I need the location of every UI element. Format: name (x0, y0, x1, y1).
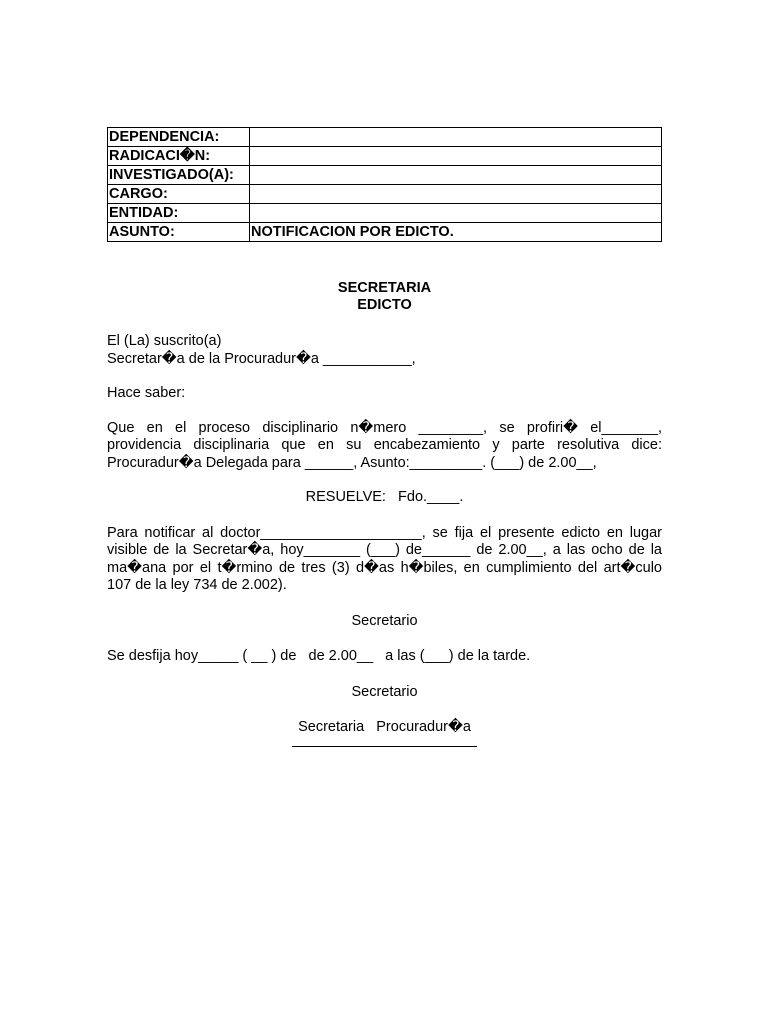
row-value (250, 147, 662, 166)
desfija-line: Se desfija hoy_____ ( __ ) de de 2.00__ a las (___) de la tarde. (107, 648, 531, 664)
table-row (108, 204, 662, 223)
document-page (107, 127, 662, 747)
signature-line (292, 738, 477, 747)
suscrito-line-2: Secretar�a de la Procuradur�a ___________, (107, 350, 416, 367)
table-row (108, 147, 662, 166)
row-value (250, 204, 662, 223)
row-value (250, 166, 662, 185)
resuelve-line: RESUELVE: Fdo.____. (305, 489, 464, 505)
row-label: CARGO: (108, 185, 250, 204)
row-label: DEPENDENCIA: (108, 128, 250, 147)
row-value: NOTIFICACION POR EDICTO. (250, 223, 662, 242)
row-label: RADICACI�N: (108, 147, 250, 166)
hace-saber: Hace saber: (107, 385, 186, 401)
title-secretaria: SECRETARIA (337, 280, 432, 296)
row-label: ENTIDAD: (108, 204, 250, 223)
paragraph-notificar: Para notificar al doctor____________________, se fija el presente edicto en lugar visible de la Secretar�a, hoy_______ (___) de______ de 2.00__, a las ocho de la ma�ana por el t�rmino de tres (3) d�as h�biles, en cumplimiento del art�culo 107 de la ley 734 de 2.002). (107, 524, 662, 593)
row-label: ASUNTO: (108, 223, 250, 242)
title-edicto: EDICTO (357, 297, 412, 313)
table-row (108, 185, 662, 204)
table-row (108, 223, 662, 242)
secretario-label: Secretario (351, 683, 418, 700)
row-value (250, 185, 662, 204)
paragraph-proceso: Que en el proceso disciplinario n�mero ________, se profiri� el_______, providencia disciplinaria que en su encabezamiento y parte resolutiva dice: Procuradur�a Delegada para ______, Asunto:_________. (___) de 2.00__, (107, 419, 662, 471)
table-row (108, 166, 662, 185)
row-label: INVESTIGADO(A): (108, 166, 250, 185)
suscrito-line-1: El (La) suscrito(a) (107, 333, 222, 349)
row-value (250, 128, 662, 147)
secretario-label: Secretario (351, 612, 418, 629)
signature-label: Secretaria Procuradur�a (298, 719, 471, 735)
header-table (107, 127, 662, 242)
table-row (108, 128, 662, 147)
